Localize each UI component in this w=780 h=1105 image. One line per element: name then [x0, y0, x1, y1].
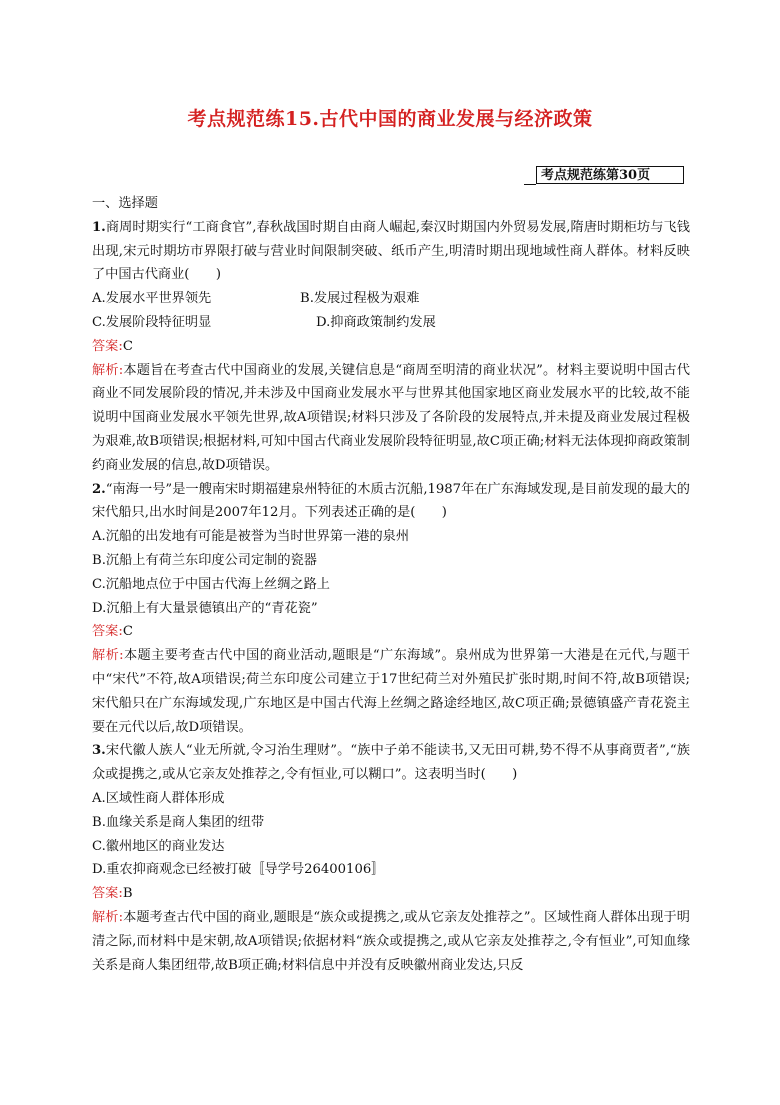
question-1-option-a: A.发展水平世界领先: [92, 291, 212, 307]
analysis-label: 解析:: [92, 909, 124, 925]
document-body: [92, 192, 690, 977]
answer-value: B: [122, 886, 133, 902]
question-2-option-d: D.沉船上有大量景德镇出产的“青花瓷”: [92, 600, 318, 616]
header-underline: [524, 184, 536, 185]
section-heading: 一、选择题: [92, 196, 158, 211]
question-1-options-row-2: [92, 311, 690, 335]
question-2-analysis: [92, 644, 690, 739]
question-1-answer: [92, 335, 690, 359]
question-3-stem: [92, 739, 690, 787]
answer-value: C: [122, 338, 133, 354]
question-2-stem: [92, 478, 690, 526]
question-2-option-c: C.沉船地点位于中国古代海上丝绸之路上: [92, 576, 330, 592]
question-1-text: 商周时期实行“工商食官”,春秋战国时期自由商人崛起,秦汉时期国内外贸易发展,隋唐时期柜坊与飞钱出现,宋元时期坊市界限打破与营业时间限制突破、纸币产生,明清时期出现地域性商人群体。材料反映了中国古代商业( ): [92, 219, 690, 283]
answer-label: 答案:: [92, 338, 123, 354]
question-1-options-row-1: [92, 287, 690, 311]
question-3-option-c: C.徽州地区的商业发达: [92, 838, 225, 854]
question-2-text: “南海一号”是一艘南宋时期福建泉州特征的木质古沉船,1987年在广东海域发现,是目前发现的最大的宋代船只,出水时间是2007年12月。下列表述正确的是( ): [92, 481, 690, 521]
question-2-answer: [92, 620, 690, 644]
analysis-text: 本题考查古代中国的商业,题眼是“族众或提携之,或从它亲友处推荐之”。区域性商人群体出现于明清之际,而材料中是宋朝,故A项错误;依据材料“族众或提携之,或从它亲友处推荐之,令有恒业”,可知血缘关系是商人集团纽带,故B项正确;材料信息中并没有反映徽州商业发达,只反: [92, 909, 690, 973]
question-1-stem: [92, 216, 690, 287]
analysis-text: 本题主要考查古代中国的商业活动,题眼是“广东海域”。泉州成为世界第一大港是在元代,与题干中“宋代”不符,故A项错误;荷兰东印度公司建立于17世纪荷兰对外殖民扩张时期,时间不符,故B项错误;宋代船只在广东海域发现,广东地区是中国古代海上丝绸之路途经地区,故C项正确;景德镇盛产青花瓷主要在元代以后,故D项错误。: [92, 648, 690, 735]
question-3-option-a: A.区域性商人群体形成: [92, 790, 225, 806]
question-2-option-b: B.沉船上有荷兰东印度公司定制的瓷器: [92, 552, 317, 568]
question-3-number: 3.: [92, 743, 106, 759]
question-1-option-d: D.抑商政策制约发展: [316, 314, 436, 330]
page-title: 考点规范练15.古代中国的商业发展与经济政策: [187, 108, 593, 130]
answer-value: C: [122, 624, 133, 640]
question-3-option-b: B.血缘关系是商人集团的纽带: [92, 814, 265, 830]
question-3-analysis: [92, 906, 690, 977]
question-1-option-c: C.发展阶段特征明显: [92, 314, 212, 330]
question-3-option-d: D.重农抑商观念已经被打破〚导学号26400106〛: [92, 862, 385, 878]
page-reference-box: 考点规范练第30页: [536, 166, 684, 184]
question-3-answer: [92, 882, 690, 906]
question-1-analysis: [92, 359, 690, 478]
analysis-label: 解析:: [92, 362, 124, 378]
question-2-option-a: A.沉船的出发地有可能是被誉为当时世界第一港的泉州: [92, 529, 410, 545]
question-2-number: 2.: [92, 481, 106, 497]
answer-label: 答案:: [92, 886, 123, 902]
question-1-number: 1.: [92, 219, 106, 235]
question-3-text: 宋代徽人族人“业无所就,令习治生理财”。“族中子弟不能读书,又无田可耕,势不得不从事商贾者”,“族众或提携之,或从它亲友处推荐之,令有恒业,可以糊口”。这表明当时( ): [92, 743, 690, 783]
analysis-label: 解析:: [92, 648, 124, 664]
answer-label: 答案:: [92, 624, 123, 640]
question-1-option-b: B.发展过程极为艰难: [300, 291, 420, 307]
analysis-text: 本题旨在考查古代中国商业的发展,关键信息是“商周至明清的商业状况”。材料主要说明中国古代商业不同发展阶段的情况,并未涉及中国商业发展水平与世界其他国家地区商业发展水平的比较,故不能说明中国商业发展水平领先世界,故A项错误;材料只涉及了各阶段的发展特点,并未提及商业发展过程极为艰难,故B项错误;根据材料,可知中国古代商业发展阶段特征明显,故C项正确;材料无法体现抑商政策制约商业发展的信息,故D项错误。: [92, 362, 690, 473]
